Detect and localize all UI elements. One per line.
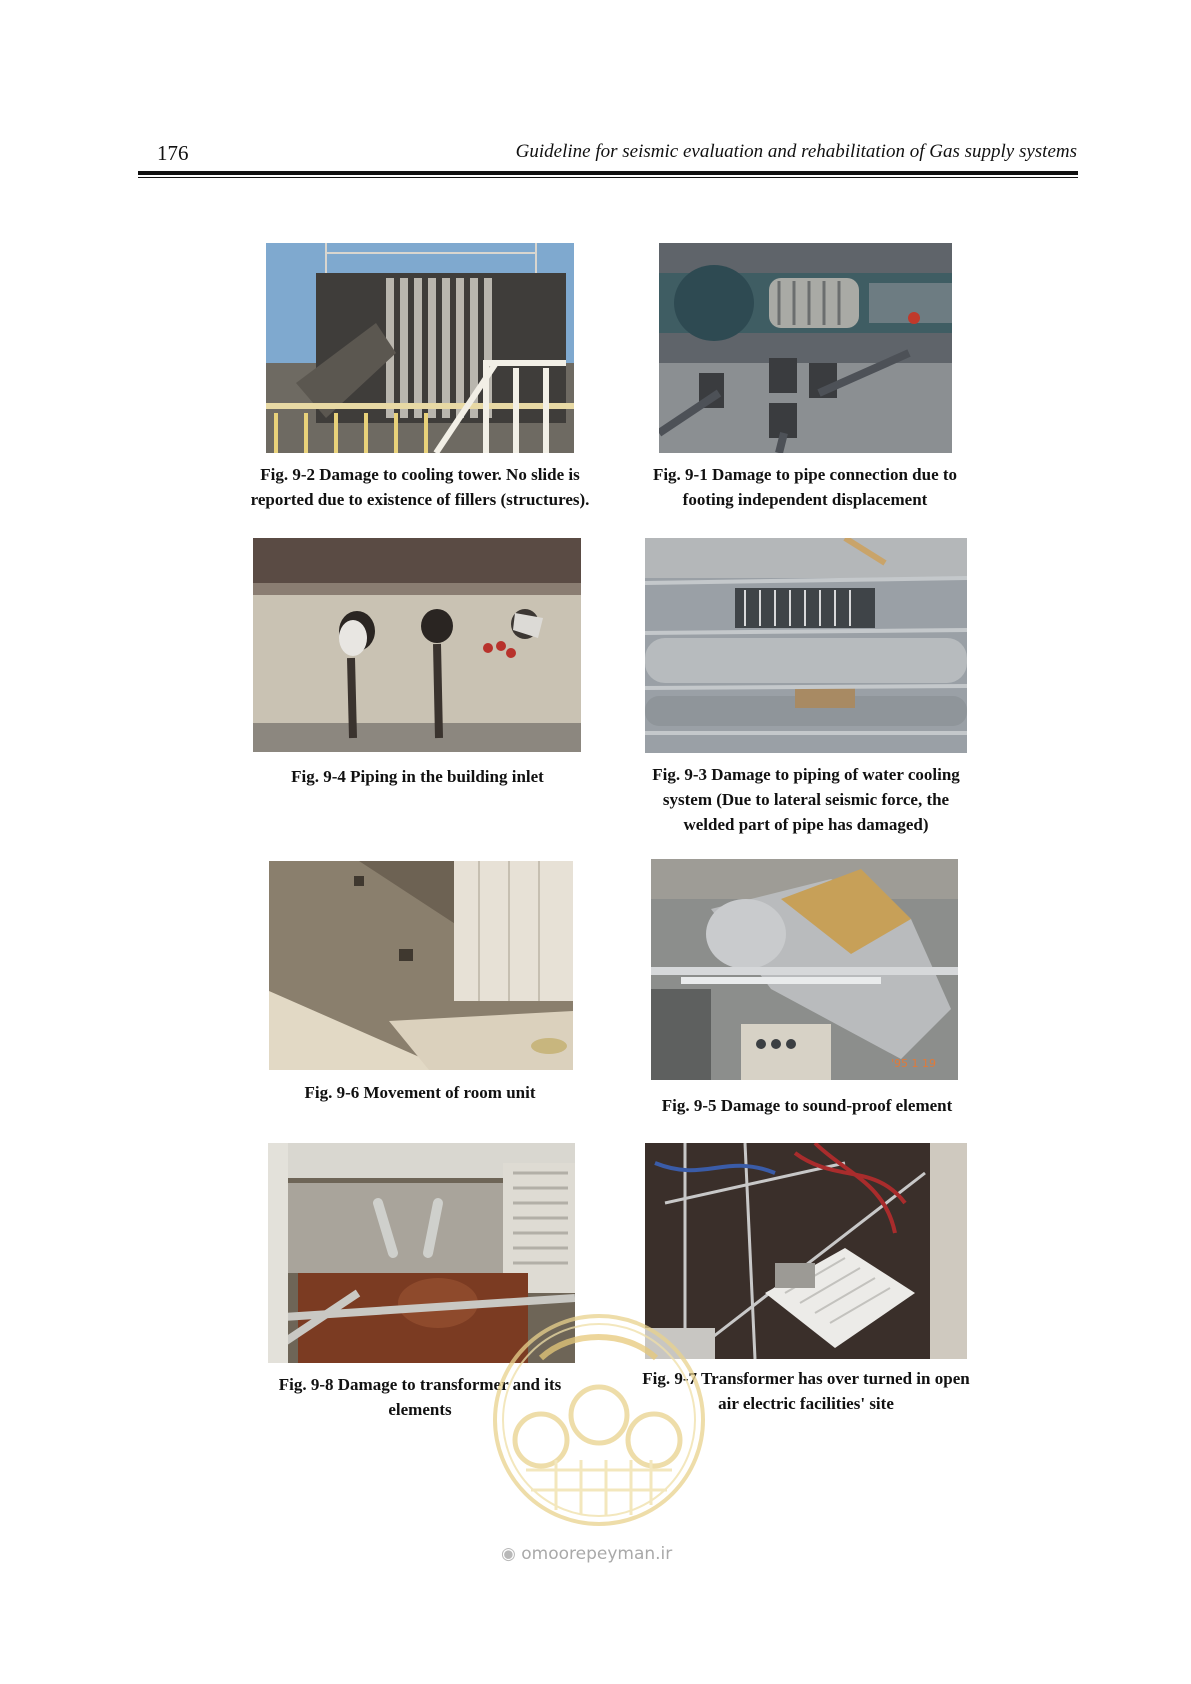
globe-icon: ◉ xyxy=(501,1544,516,1564)
page-number: 176 xyxy=(157,141,189,165)
caption-fig-9-7: Fig. 9-7 Transformer has over turned in open air electric facilities' site xyxy=(642,1369,970,1413)
photo-fig-9-2-cooling-tower xyxy=(266,243,574,453)
caption-fig-9-4: Fig. 9-4 Piping in the building inlet xyxy=(291,767,544,786)
photo-date-stamp: '95 1 19 xyxy=(891,1057,937,1070)
photo-fig-9-6-room-unit xyxy=(269,861,573,1070)
photo-fig-9-3-cooling-piping xyxy=(645,538,967,753)
caption-fig-9-8: Fig. 9-8 Damage to transformer and its elements xyxy=(278,1375,562,1419)
photo-fig-9-4-building-inlet xyxy=(253,538,581,752)
watermark-logo xyxy=(486,1310,712,1540)
caption-fig-9-5: Fig. 9-5 Damage to sound-proof element xyxy=(661,1096,953,1115)
caption-fig-9-6: Fig. 9-6 Movement of room unit xyxy=(304,1083,536,1102)
watermark-url: ◉ omoorepeyman.ir xyxy=(501,1544,673,1564)
photo-fig-9-1-pipe-connection xyxy=(659,243,952,453)
running-title: Guideline for seismic evaluation and rehabilitation of Gas supply systems xyxy=(515,141,1077,162)
header-rule-thin xyxy=(138,177,1078,178)
caption-fig-9-3: Fig. 9-3 Damage to piping of water cooling system (Due to lateral seismic force, the welded part of pipe has damaged) xyxy=(652,765,960,834)
photo-fig-9-5-sound-proof xyxy=(651,859,958,1080)
caption-fig-9-2: Fig. 9-2 Damage to cooling tower. No slide is reported due to existence of fillers (structures). xyxy=(250,465,590,509)
header-rule-thick xyxy=(138,171,1078,175)
caption-fig-9-1: Fig. 9-1 Damage to pipe connection due to footing independent displacement xyxy=(652,465,958,509)
